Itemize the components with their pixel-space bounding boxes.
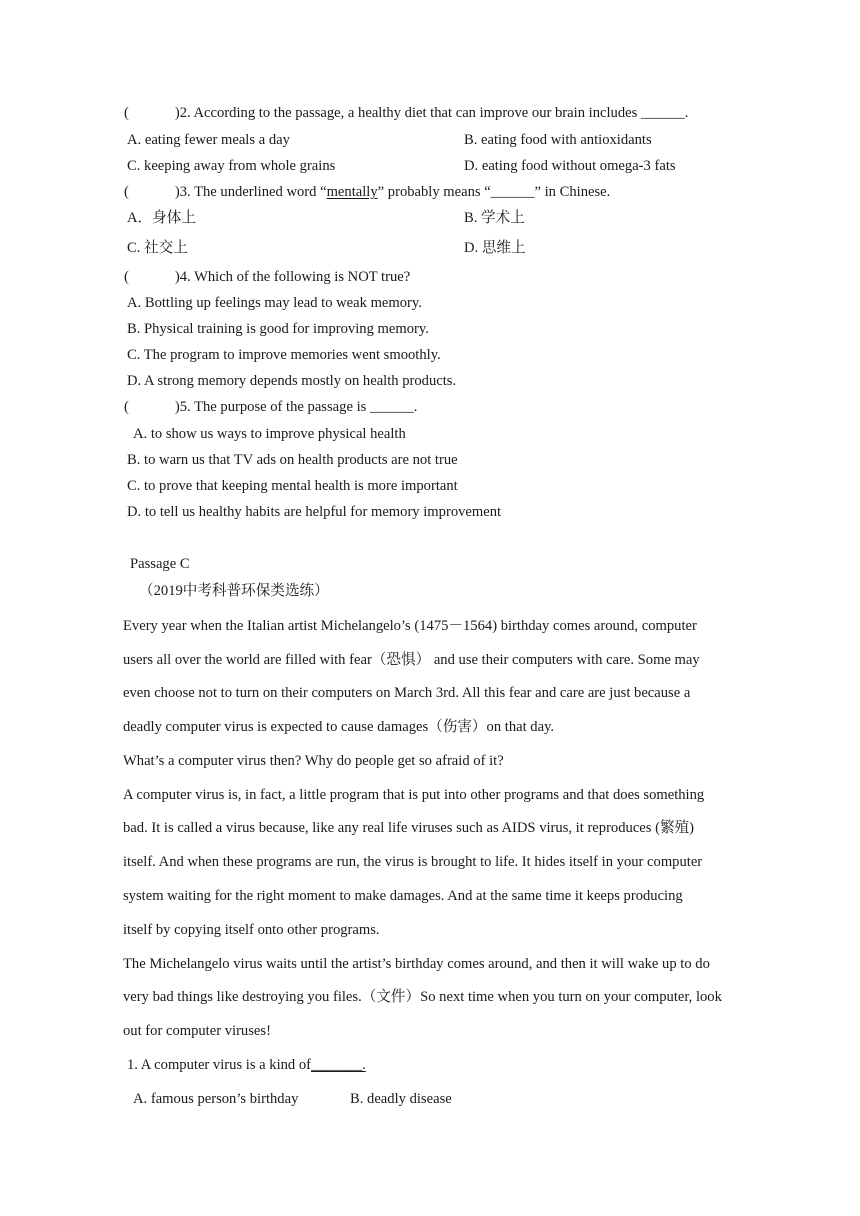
answer-paren: ( (124, 105, 129, 121)
passage-line: itself by copying itself onto other programs. (123, 922, 380, 938)
passage-line: The Michelangelo virus waits until the artist’s birthday comes around, and then it will wake up to do (123, 956, 710, 972)
answer-blank: _______. (311, 1057, 366, 1073)
c1-option-b: B. deadly disease (350, 1091, 452, 1107)
q2-option-b: B. eating food with antioxidants (464, 132, 652, 148)
q3-option-a: A．身体上 (127, 210, 196, 226)
answer-paren: ( (124, 399, 129, 415)
q2-stem (124, 104, 688, 122)
q4-stem (124, 268, 410, 286)
passage-line: users all over the world are filled with fear（恐惧） and use their computers with care. Some may (123, 652, 700, 668)
q2-option-c: C. keeping away from whole grains (127, 158, 336, 174)
passage-line: bad. It is called a virus because, like any real life viruses such as AIDS virus, it reproduces (繁殖) (123, 820, 695, 836)
q4-option-c: C. The program to improve memories went smoothly. (127, 347, 441, 363)
q3-option-c: C. 社交上 (127, 240, 188, 256)
passage-line: itself. And when these programs are run, the virus is brought to life. It hides itself in your computer (123, 854, 703, 870)
answer-paren: ( (124, 184, 129, 200)
passage-source: （2019中考科普环保类选练） (139, 583, 329, 599)
q5-option-a: A. to show us ways to improve physical health (133, 426, 406, 442)
passage-line: system waiting for the right moment to make damages. And at the same time it keeps producing (123, 888, 683, 904)
q5-option-b: B. to warn us that TV ads on health products are not true (127, 452, 458, 468)
q2-option-d: D. eating food without omega-3 fats (464, 158, 676, 174)
passage-line: Every year when the Italian artist Michelangelo’s (1475－1564) birthday comes around, computer (123, 618, 697, 634)
passage-line: A computer virus is, in fact, a little program that is put into other programs and that does something (123, 787, 705, 803)
q2-stem-text: )2. According to the passage, a healthy diet that can improve our brain includes ______. (174, 105, 689, 121)
q4-option-a: A. Bottling up feelings may lead to weak memory. (127, 295, 422, 311)
q3-stem-post: ” probably means “______” in Chinese. (377, 184, 611, 200)
passage-line: deadly computer virus is expected to cause damages（伤害）on that day. (123, 719, 555, 735)
passage-title: Passage C (130, 556, 190, 572)
q5-stem (124, 398, 417, 416)
q3-option-b: B. 学术上 (464, 210, 525, 226)
q3-option-d: D. 思维上 (464, 240, 526, 256)
c1-option-a: A. famous person’s birthday (133, 1091, 299, 1107)
passage-line: What’s a computer virus then? Why do people get so afraid of it? (123, 753, 504, 769)
q5-stem-text: )5. The purpose of the passage is ______. (174, 399, 418, 415)
underlined-word: mentally (326, 184, 378, 200)
answer-paren: ( (124, 269, 129, 285)
q4-stem-text: )4. Which of the following is NOT true? (174, 269, 411, 285)
passage-line: out for computer viruses! (123, 1023, 271, 1039)
q5-option-d: D. to tell us healthy habits are helpful for memory improvement (127, 504, 502, 520)
passage-line: even choose not to turn on their computers on March 3rd. All this fear and care are just because a (123, 685, 691, 701)
q3-stem (124, 183, 610, 201)
c1-stem-text: 1. A computer virus is a kind of (127, 1057, 312, 1073)
q4-option-b: B. Physical training is good for improving memory. (127, 321, 429, 337)
q5-option-c: C. to prove that keeping mental health is more important (127, 478, 458, 494)
q3-stem-pre: )3. The underlined word “ (174, 184, 327, 200)
q2-option-a: A. eating fewer meals a day (127, 132, 290, 148)
q4-option-d: D. A strong memory depends mostly on health products. (127, 373, 457, 389)
passage-line: very bad things like destroying you files.（文件）So next time when you turn on your computer, look (123, 989, 722, 1005)
c1-stem (127, 1056, 366, 1074)
